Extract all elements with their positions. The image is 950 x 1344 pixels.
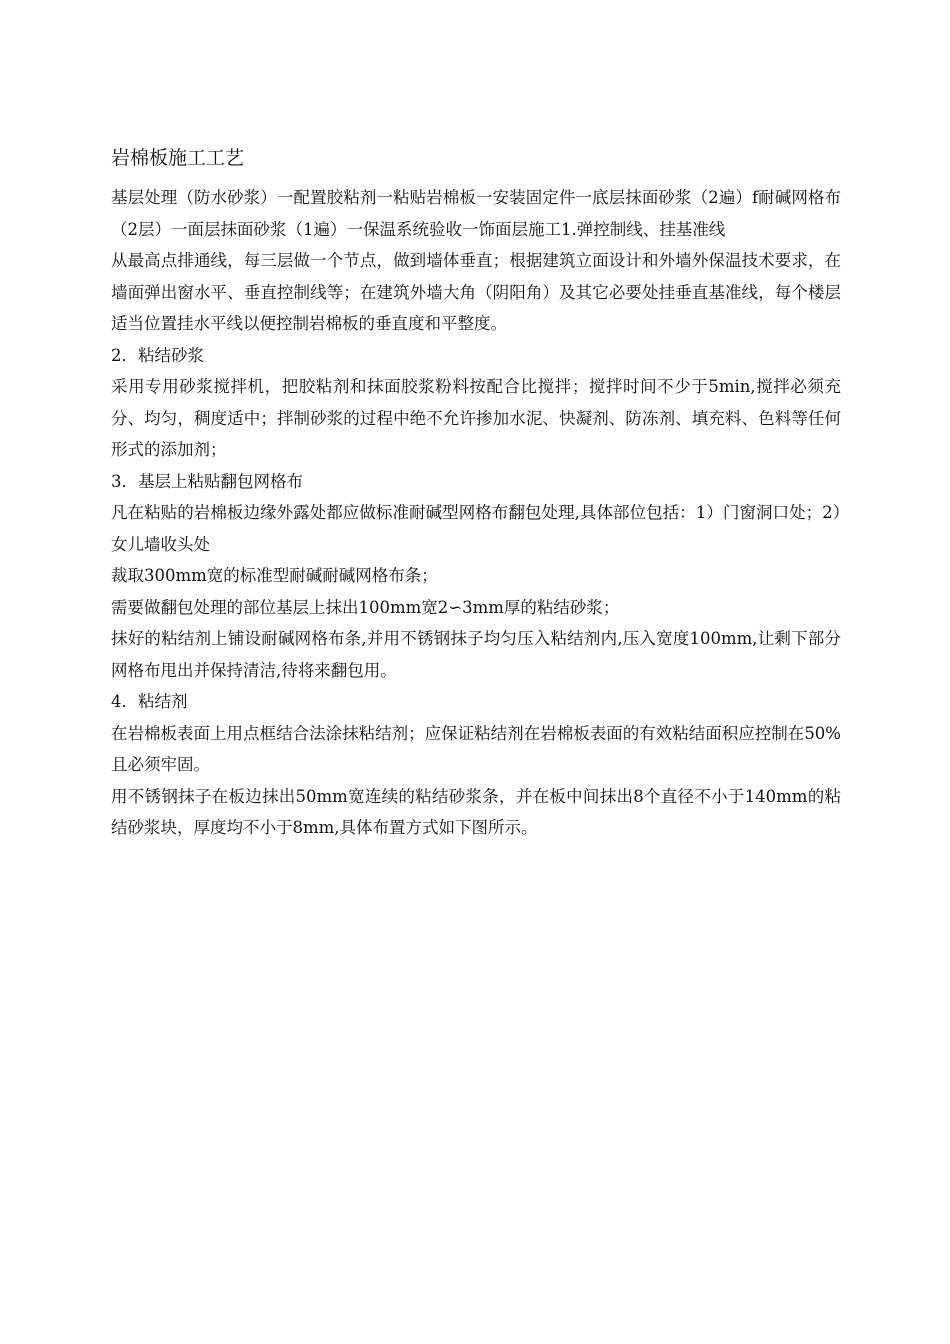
paragraph-cut-mesh-strips: 裁取300mm宽的标准型耐碱耐碱网格布条； bbox=[111, 566, 438, 585]
paragraph-lay-mesh: 抹好的粘结剂上铺设耐碱网格布条,并用不锈钢抹子均匀压入粘结剂内,压入宽度100mm,让剩下部分网格布甩出并保持清洁,待将来翻包用。 bbox=[111, 629, 841, 680]
paragraph-apply-mortar: 需要做翻包处理的部位基层上抹出100mm宽2∽3mm厚的粘结砂浆； bbox=[111, 597, 620, 617]
paragraph-mortar-mixing: 采用专用砂浆搅拌机，把胶粘剂和抹面胶浆粉料按配合比搅拌；搅拌时间不少于5min,搅拌必须充分、均匀，稠度适中；拌制砂浆的过程中绝不允许掺加水泥、快凝剂、防冻剂、填充料、色料等任何形式的添加剂； bbox=[111, 377, 841, 459]
paragraph-wrapping-locations: 凡在粘贴的岩棉板边缘外露处都应做标准耐碱型网格布翻包处理,具体部位包括：1）门窗洞口处；2）女儿墙收头处 bbox=[111, 503, 841, 554]
section-heading-bonding-mortar: 2．粘结砂浆 bbox=[111, 345, 204, 365]
paragraph-control-lines: 从最高点排通线，每三层做一个节点，做到墙体垂直；根据建筑立面设计和外墙外保温技术要求，在墙面弹出窗水平、垂直控制线等；在建筑外墙大角（阴阳角）及其它必要处挂垂直基准线，每个楼层适当位置挂水平线以便控制岩棉板的垂直度和平整度。 bbox=[111, 251, 841, 333]
paragraph-adhesive-layout: 用不锈钢抹子在板边抹出50mm宽连续的粘结砂浆条，并在板中间抹出8个直径不小于140mm的粘结砂浆块，厚度均不小于8mm,具体布置方式如下图所示。 bbox=[111, 786, 841, 837]
document-title: 岩棉板施工工艺 bbox=[111, 147, 245, 169]
section-heading-mesh-wrapping: 3．基层上粘贴翻包网格布 bbox=[111, 471, 303, 491]
section-heading-adhesive: 4．粘结剂 bbox=[111, 692, 188, 711]
paragraph-adhesive-area: 在岩棉板表面上用点框结合法涂抹粘结剂；应保证粘结剂在岩棉板表面的有效粘结面积应控制在50%且必须牢固。 bbox=[111, 723, 841, 774]
paragraph-process-flow: 基层处理（防水砂浆）一配置胶粘剂一粘贴岩棉板一安装固定件一底层抹面砂浆（2遍）f耐碱网格布（2层）一面层抹面砂浆（1遍）一保温系统验收一饰面层施工1.弹控制线、挂基准线 bbox=[111, 188, 841, 239]
document-body bbox=[111, 140, 841, 844]
